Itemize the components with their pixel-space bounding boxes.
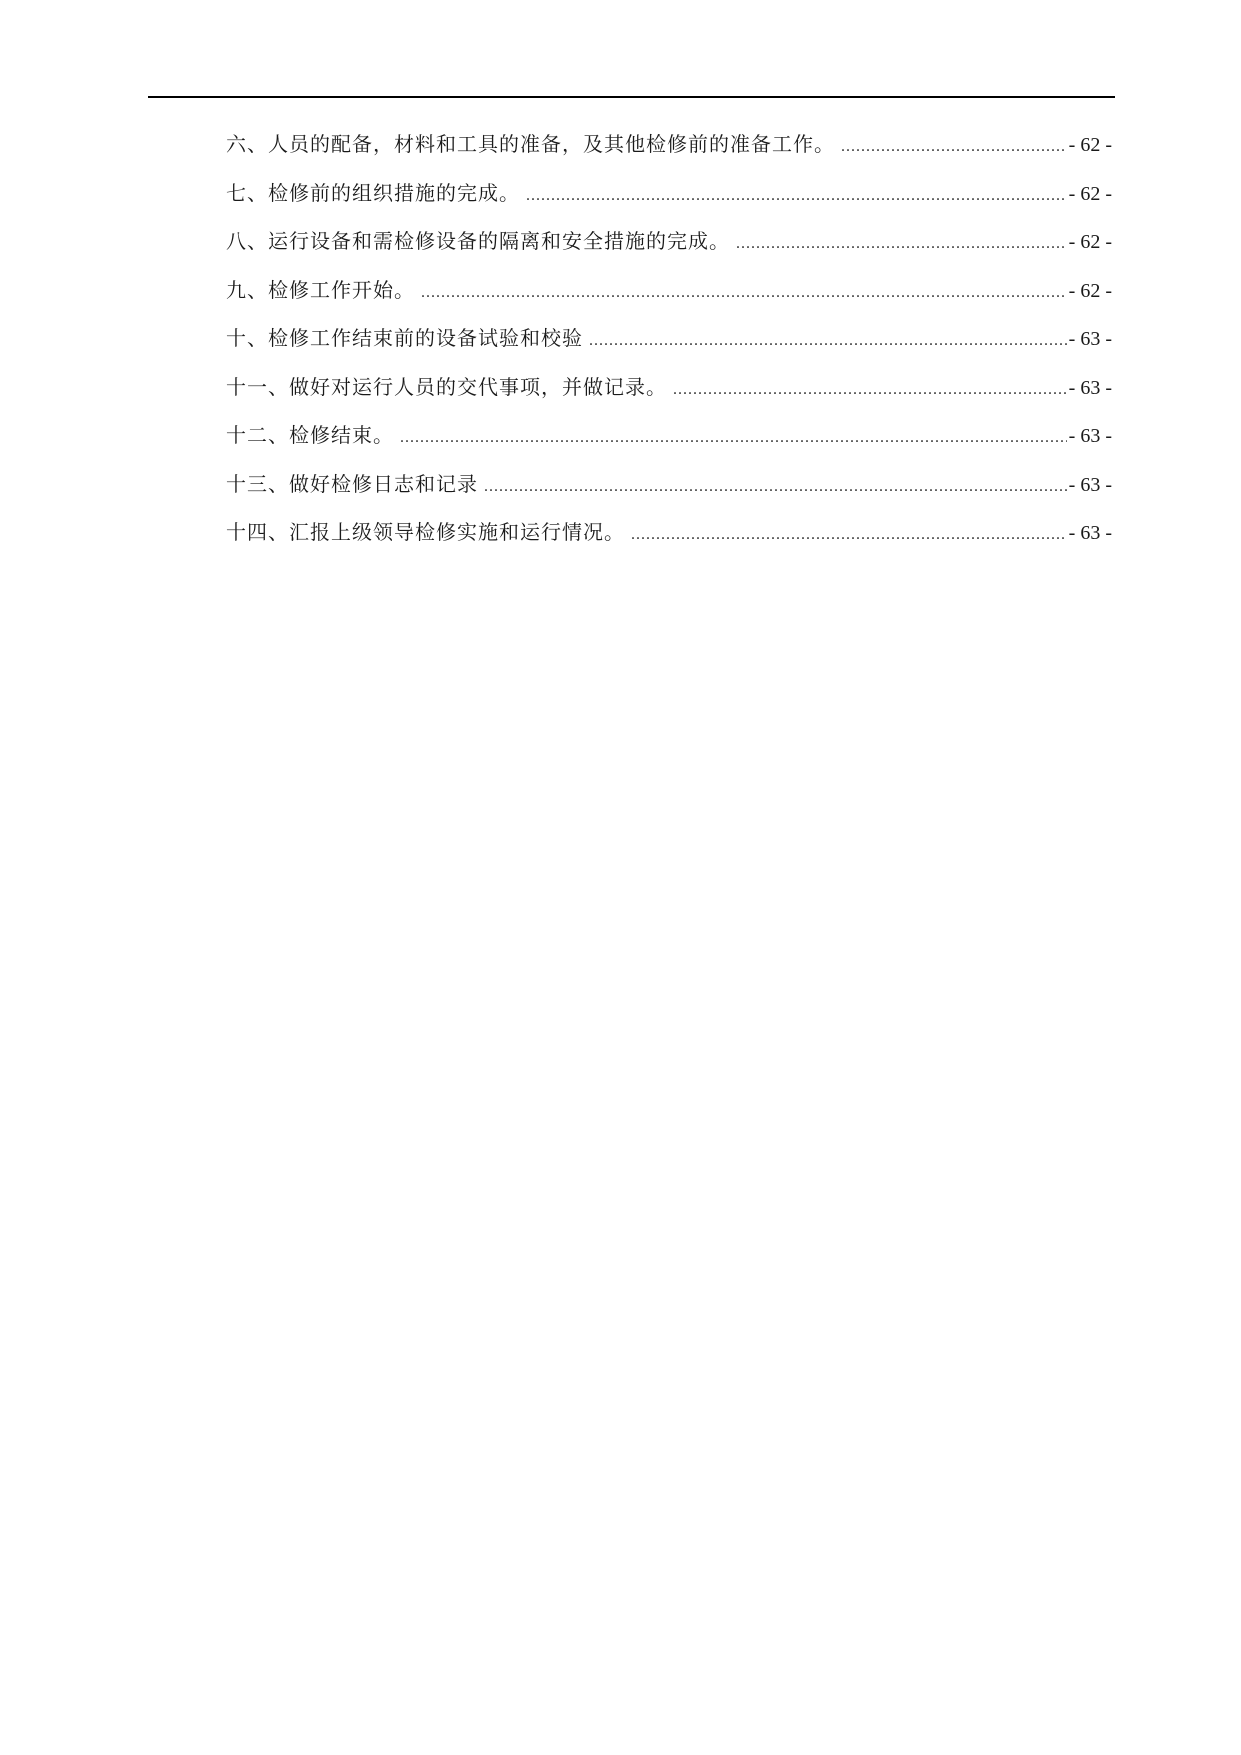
toc-entry-title: 十一、做好对运行人员的交代事项，并做记录。 bbox=[226, 374, 667, 399]
toc-dot-leader bbox=[589, 326, 1067, 356]
toc-entry[interactable] bbox=[226, 275, 1112, 324]
header-rule bbox=[148, 96, 1115, 98]
toc-entry-page: - 62 - bbox=[1068, 279, 1112, 302]
toc-dot-leader bbox=[673, 375, 1067, 405]
toc-dot-leader bbox=[484, 472, 1067, 502]
toc-dot-leader bbox=[736, 229, 1067, 259]
toc-entry[interactable] bbox=[226, 323, 1112, 372]
toc-entry[interactable] bbox=[226, 469, 1112, 518]
toc-entry-title: 七、检修前的组织措施的完成。 bbox=[226, 180, 520, 205]
toc-entry-title: 十四、汇报上级领导检修实施和运行情况。 bbox=[226, 520, 625, 544]
toc-entry[interactable] bbox=[226, 226, 1112, 275]
toc-entry-title: 六、人员的配备，材料和工具的准备，及其他检修前的准备工作。 bbox=[226, 132, 835, 156]
toc-entry-page: - 62 - bbox=[1068, 231, 1112, 253]
toc-entry-page: - 63 - bbox=[1068, 522, 1112, 544]
toc-entry-page: - 63 - bbox=[1068, 328, 1112, 350]
toc-entry-title: 九、检修工作开始。 bbox=[226, 277, 415, 302]
toc-entry[interactable] bbox=[226, 420, 1112, 469]
toc-entry-title: 八、运行设备和需检修设备的隔离和安全措施的完成。 bbox=[226, 229, 730, 253]
toc-entry-title: 十、检修工作结束前的设备试验和校验 bbox=[226, 326, 583, 350]
toc-entry-page: - 62 - bbox=[1068, 182, 1112, 205]
table-of-contents bbox=[226, 129, 1112, 566]
toc-dot-leader bbox=[421, 278, 1067, 308]
toc-entry-page: - 63 - bbox=[1068, 425, 1112, 447]
toc-entry-title: 十二、检修结束。 bbox=[226, 423, 394, 447]
toc-dot-leader bbox=[631, 520, 1067, 550]
toc-entry[interactable] bbox=[226, 178, 1112, 227]
toc-entry-page: - 63 - bbox=[1068, 473, 1112, 496]
toc-dot-leader bbox=[526, 181, 1067, 211]
toc-entry-page: - 62 - bbox=[1068, 134, 1112, 156]
toc-entry-title: 十三、做好检修日志和记录 bbox=[226, 471, 478, 496]
toc-entry[interactable] bbox=[226, 129, 1112, 178]
toc-entry[interactable] bbox=[226, 517, 1112, 566]
toc-dot-leader bbox=[841, 132, 1067, 162]
toc-entry-page: - 63 - bbox=[1068, 376, 1112, 399]
toc-entry[interactable] bbox=[226, 372, 1112, 421]
toc-dot-leader bbox=[400, 423, 1067, 453]
